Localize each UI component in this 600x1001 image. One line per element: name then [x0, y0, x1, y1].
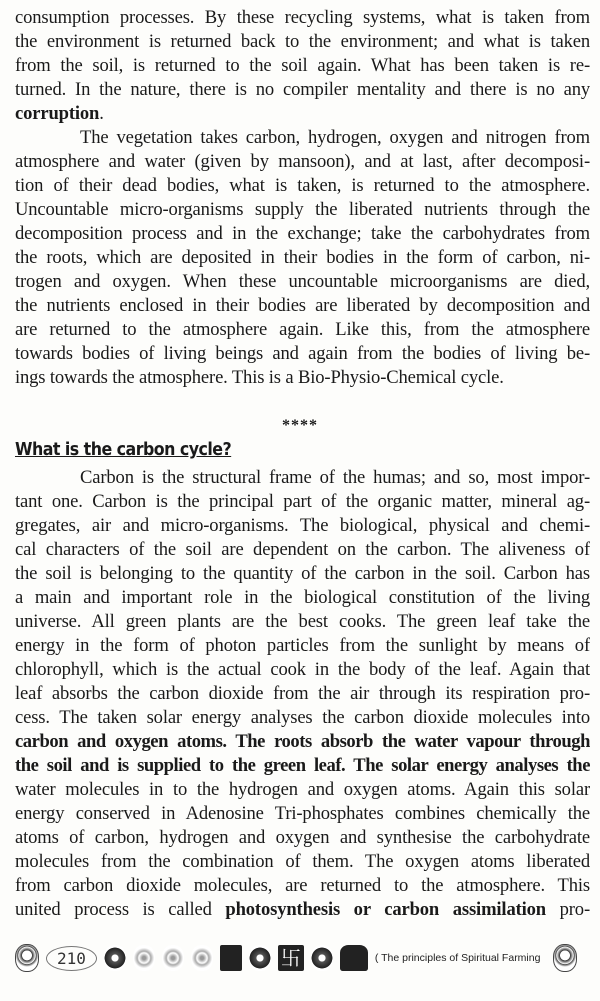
- text-line: Carbon is the structural frame of the humas; and so, most impor-: [80, 467, 590, 488]
- text-line: turned. In the nature, there is no compiler mentality and there is no any: [15, 79, 590, 100]
- text-line: The vegetation takes carbon, hydrogen, oxygen and nitrogen from: [80, 127, 590, 148]
- dancer-ornament-icon: [162, 945, 184, 971]
- plant-ornament-icon: [191, 945, 213, 971]
- cow-icon: [340, 945, 368, 971]
- text-line: are returned to the atmosphere again. Like this, from the atmosphere: [15, 319, 590, 340]
- figure-ornament-icon: [133, 945, 155, 971]
- text-line: [15, 898, 590, 922]
- text-line: chlorophyll, which is the actual cook in the body of the leaf. Again that: [15, 659, 590, 680]
- deity-ornament-icon: [104, 945, 126, 971]
- book-title: ( The principles of Spiritual Farming: [374, 952, 541, 964]
- text-line: tant one. Carbon is the principal part of the organic matter, mineral ag-: [15, 491, 590, 512]
- text-line: energy in the form of photon particles from the sunlight by means of: [15, 635, 590, 656]
- text-line: molecules from the combination of them. The oxygen atoms liberated: [15, 851, 590, 872]
- text-line: tion of their dead bodies, what is taken, is returned to the atmosphere.: [15, 175, 590, 196]
- om-sun-icon: [311, 945, 333, 971]
- deity-face-icon: [553, 944, 577, 972]
- text-line: energy conserved in Adenosine Tri-phosphates combines chemically the: [15, 803, 590, 824]
- bold-term: photosynthesis or carbon assimilation: [225, 899, 546, 920]
- text-run: united process is called: [15, 899, 226, 920]
- text-line: the soil is belonging to the quantity of the carbon in the soil. Carbon has: [15, 563, 590, 584]
- text-line: carbon and oxygen atoms. The roots absorb the water vapour through: [15, 731, 590, 752]
- section-heading: What is the carbon cycle?: [15, 439, 232, 460]
- text-line: the roots, which are deposited in their bodies in the form of carbon, ni-: [15, 247, 590, 268]
- text-line: gregates, air and micro-organisms. The biological, physical and chemi-: [15, 515, 590, 536]
- swastika-icon: 卐: [278, 945, 304, 971]
- carbon-cycle-text-block: [15, 466, 590, 922]
- text-line: the soil and is supplied to the green leaf. The solar energy analyses the: [15, 755, 590, 776]
- deity-face-icon: [15, 944, 39, 972]
- text-line: from carbon dioxide molecules, are returned to the atmosphere. This: [15, 875, 590, 896]
- text-line: water molecules in to the hydrogen and oxygen atoms. Again this solar: [15, 779, 590, 800]
- text-line: atmosphere and water (given by mansoon), and at last, after decomposi-: [15, 151, 590, 172]
- text-line: cess. The taken solar energy analyses the carbon dioxide molecules into: [15, 707, 590, 728]
- text-line: towards bodies of living beings and again from the bodies of living be-: [15, 343, 590, 364]
- text-line: ings towards the atmosphere. This is a Bio-Physio-Chemical cycle.: [15, 367, 504, 388]
- text-line: decomposition process and in the exchange; take the carbohydrates from: [15, 223, 590, 244]
- text-line: universe. All green plants are the best cooks. The green leaf take the: [15, 611, 590, 632]
- top-text-block: [15, 6, 590, 390]
- text-line: atoms of carbon, hydrogen and oxygen and synthesise the carbohydrate: [15, 827, 590, 848]
- text-line: [15, 102, 590, 126]
- text-line: the nutrients enclosed in their bodies are liberated by decomposition and: [15, 295, 590, 316]
- section-separator: ****: [282, 417, 318, 434]
- text-run: .: [99, 103, 104, 124]
- text-line: leaf absorbs the carbon dioxide from the air through its respiration pro-: [15, 683, 590, 704]
- text-line: trogen and oxygen. When these uncountable microorganisms are died,: [15, 271, 590, 292]
- bold-term: corruption: [15, 103, 100, 124]
- text-line: a main and important role in the biological constitution of the living: [15, 587, 590, 608]
- text-run: pro-: [545, 899, 590, 920]
- text-line: the environment is returned back to the environment; and what is taken: [15, 31, 590, 52]
- text-line: from the soil, is returned to the soil again. What has been taken is re-: [15, 55, 590, 76]
- page-number: 210: [46, 946, 97, 971]
- kalash-pot-icon: [249, 945, 271, 971]
- text-line: consumption processes. By these recycling systems, what is taken from: [15, 7, 590, 28]
- text-line: Uncountable micro-organisms supply the liberated nutrients through the: [15, 199, 590, 220]
- lamp-icon: [220, 945, 242, 971]
- text-line: cal characters of the soil are dependent on the carbon. The aliveness of: [15, 539, 590, 560]
- page-footer: [15, 940, 590, 976]
